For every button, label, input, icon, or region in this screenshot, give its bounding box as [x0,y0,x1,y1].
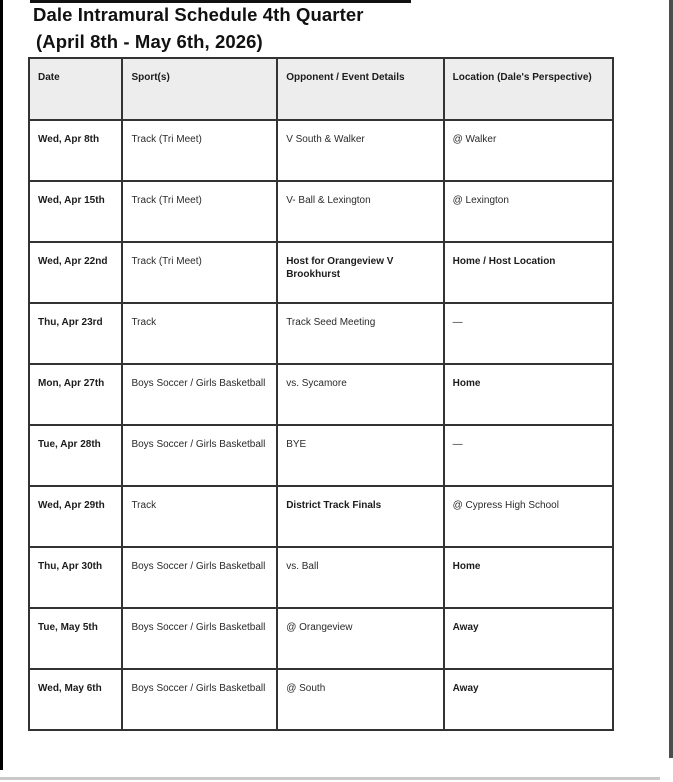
table-row [29,608,613,669]
header-opponent: Opponent / Event Details [277,58,443,120]
sport-cell: Boys Soccer / Girls Basketball [122,608,277,669]
table-row [29,425,613,486]
table-row [29,242,613,303]
date-cell: Tue, May 5th [29,608,122,669]
location-cell: @ Lexington [444,181,613,242]
date-cell: Thu, Apr 30th [29,547,122,608]
table-row [29,303,613,364]
schedule-header [29,58,613,120]
sport-cell: Track [122,486,277,547]
sport-cell: Track (Tri Meet) [122,120,277,181]
opponent-cell: BYE [277,425,443,486]
sport-cell: Boys Soccer / Girls Basketball [122,425,277,486]
opponent-cell: District Track Finals [277,486,443,547]
table-row [29,547,613,608]
date-cell: Tue, Apr 28th [29,425,122,486]
schedule-table [28,57,614,731]
date-cell: Wed, Apr 8th [29,120,122,181]
sport-cell: Track [122,303,277,364]
date-cell: Wed, Apr 29th [29,486,122,547]
date-cell: Thu, Apr 23rd [29,303,122,364]
header-location: Location (Dale's Perspective) [444,58,613,120]
sport-cell: Track (Tri Meet) [122,181,277,242]
title-top-rule [30,0,411,3]
schedule-body [29,120,613,730]
opponent-cell: vs. Sycamore [277,364,443,425]
sport-cell: Boys Soccer / Girls Basketball [122,669,277,730]
page-left-edge [0,0,3,770]
date-cell: Wed, May 6th [29,669,122,730]
location-cell: Away [444,669,613,730]
location-cell: — [444,303,613,364]
page-title: Dale Intramural Schedule 4th Quarter [33,4,364,25]
table-row [29,181,613,242]
opponent-cell: V South & Walker [277,120,443,181]
sport-cell: Boys Soccer / Girls Basketball [122,547,277,608]
location-cell: Home [444,547,613,608]
location-cell: @ Walker [444,120,613,181]
table-row [29,364,613,425]
table-row [29,120,613,181]
opponent-cell: @ Orangeview [277,608,443,669]
location-cell: — [444,425,613,486]
location-cell: Away [444,608,613,669]
header-sport: Sport(s) [122,58,277,120]
opponent-cell: Track Seed Meeting [277,303,443,364]
date-cell: Mon, Apr 27th [29,364,122,425]
opponent-cell: vs. Ball [277,547,443,608]
header-row [29,58,613,120]
location-cell: Home [444,364,613,425]
location-cell: Home / Host Location [444,242,613,303]
table-row [29,486,613,547]
sport-cell: Boys Soccer / Girls Basketball [122,364,277,425]
page-bottom-edge [0,777,660,780]
opponent-cell: V- Ball & Lexington [277,181,443,242]
location-cell: @ Cypress High School [444,486,613,547]
page-subtitle: (April 8th - May 6th, 2026) [36,31,263,52]
table-row [29,669,613,730]
date-cell: Wed, Apr 15th [29,181,122,242]
opponent-cell: @ South [277,669,443,730]
opponent-cell: Host for Orangeview V Brookhurst [277,242,443,303]
date-cell: Wed, Apr 22nd [29,242,122,303]
page-right-edge [669,0,673,758]
header-date: Date [29,58,122,120]
sport-cell: Track (Tri Meet) [122,242,277,303]
